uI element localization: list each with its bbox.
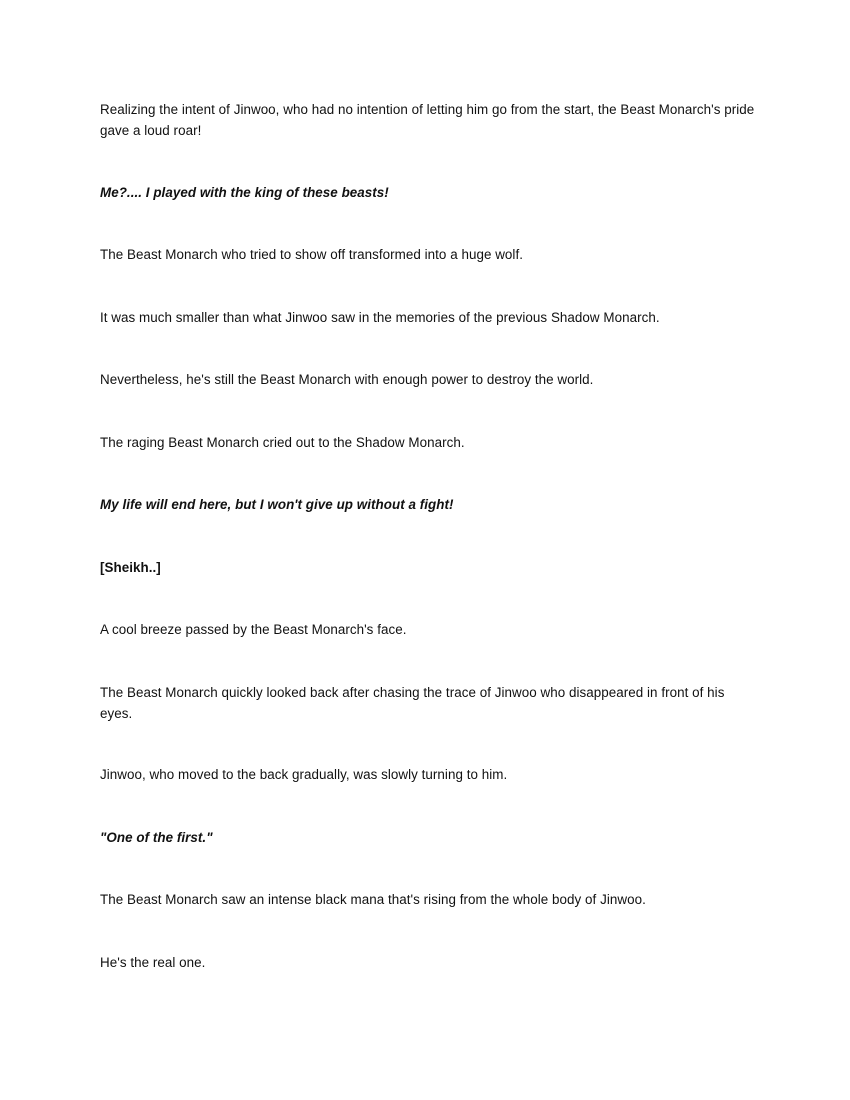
paragraph-1: Realizing the intent of Jinwoo, who had no intention of letting him go from the start, the Beast Monarch's pride gave a loud roar! bbox=[100, 102, 755, 138]
paragraph-5: The raging Beast Monarch cried out to the Shadow Monarch. bbox=[100, 435, 465, 450]
paragraph-8: Jinwoo, who moved to the back gradually, was slowly turning to him. bbox=[100, 767, 508, 782]
dialogue-line-2: My life will end here, but I won't give up without a fight! bbox=[100, 497, 454, 512]
paragraph-6: A cool breeze passed by the Beast Monarch's face. bbox=[100, 622, 407, 637]
paragraph-10: He's the real one. bbox=[100, 955, 206, 970]
dialogue-line-3: "One of the first." bbox=[100, 830, 213, 845]
paragraph-2: The Beast Monarch who tried to show off transformed into a huge wolf. bbox=[100, 247, 523, 262]
dialogue-line-1: Me?.... I played with the king of these beasts! bbox=[100, 185, 389, 200]
paragraph-3: It was much smaller than what Jinwoo saw in the memories of the previous Shadow Monarch. bbox=[100, 310, 660, 325]
paragraph-9: The Beast Monarch saw an intense black mana that's rising from the whole body of Jinwoo. bbox=[100, 892, 646, 907]
paragraph-4: Nevertheless, he's still the Beast Monarch with enough power to destroy the world. bbox=[100, 372, 594, 387]
sound-effect-line: [Sheikh..] bbox=[100, 560, 161, 575]
paragraph-7: The Beast Monarch quickly looked back after chasing the trace of Jinwoo who disappeared in front of his eyes. bbox=[100, 685, 725, 721]
